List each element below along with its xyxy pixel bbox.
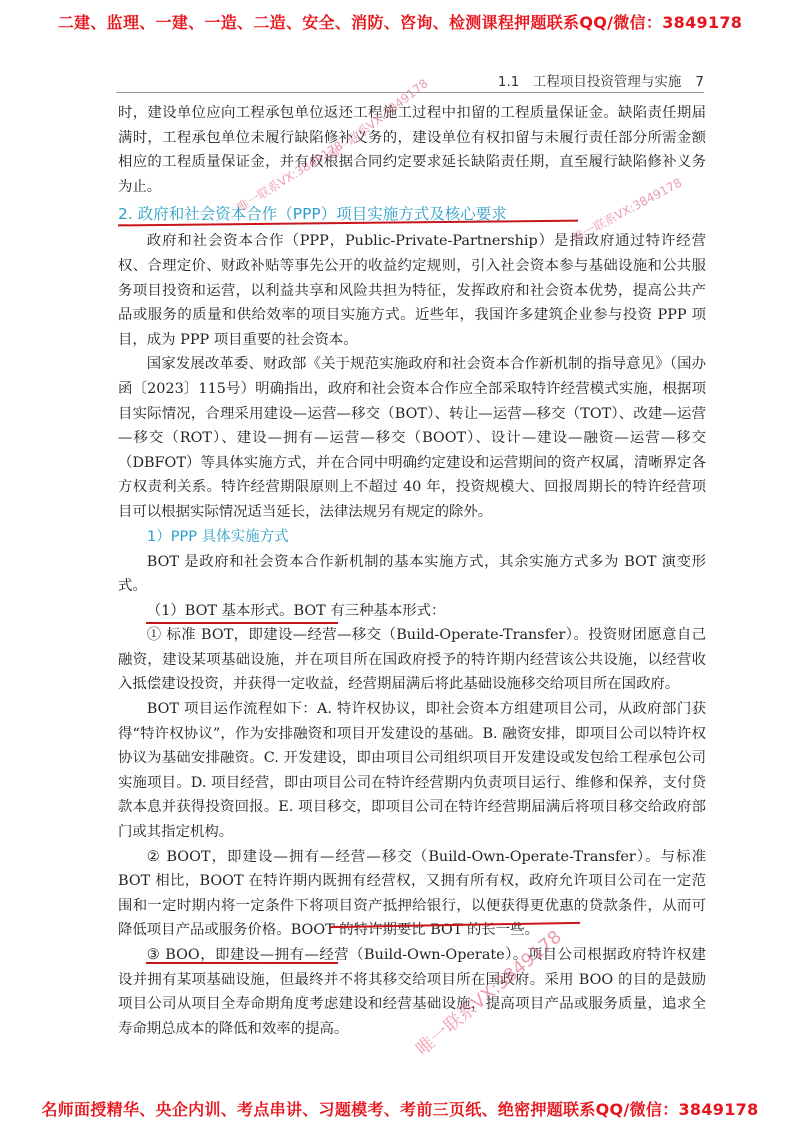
bottom-contact-banner: 名师面授精华、央企内训、考点串讲、习题模考、考前三页纸、绝密押题联系QQ/微信：3849178 xyxy=(41,1100,759,1119)
bot-process-paragraph: BOT 项目运作流程如下：A. 特许权协议，即社会资本方组建项目公司，从政府部门获得“特许权协议”，作为安排融资和项目开发建设的基础。B. 融资安排，即项目公司以特许权协议为基础安排融资。C. 开发建设，即由项目公司组织项目开发建设或发包给工程承包公司实施项目。D. 项目经营，即由项目公司在特许经营期内负责项目运行、维修和保养，支付贷款本息并获得投资回报。E. 项目移交，即项目公司在特许经营期届满后将项目移交给政府部门或其指定机构。 xyxy=(118,701,706,841)
top-contact-banner: 二建、监理、一建、一造、二造、安全、消防、咨询、检测课程押题联系QQ/微信：3849178 xyxy=(57,13,743,32)
watermark-1: 唯一联系VX:3849178 xyxy=(325,76,431,163)
boot-paragraph: ② BOOT，即建设—拥有—经营—移交（Build-Own-Operate-Transfer）。与标准 BOT 相比，BOOT 在特许期内既拥有经营权，又拥有所有权，政府允许项目公司在一定范围和一定时期内将一定条件下将项目资产抵押给银行，以便获得更优惠的贷款条件，从而可降低项目产品或服务价格。BOOT 的特许期要比 BOT 的长一些。 xyxy=(118,848,706,939)
bot-basic-paragraph: BOT 是政府和社会资本合作新机制的基本实施方式，其余实施方式多为 BOT 演变形式。 xyxy=(118,553,706,595)
section-title: 2. 政府和社会资本合作（PPP）项目实施方式及核心要求 xyxy=(118,205,507,224)
header-divider xyxy=(116,92,704,93)
running-header xyxy=(498,70,704,90)
watermark-4: 唯一联系VX:3849178 xyxy=(412,926,566,1061)
boo-paragraph: ③ BOO，即建设—拥有—经营（Build-Own-Operate）。项目公司根据政府特许权建设并拥有某项基础设施，但最终并不将其移交给项目所在国政府。采用 BOO 的目的是鼓励项目公司从项目全寿命期角度考虑建设和经营基础设施，提高项目产品或服务质量，追求全寿命期总成本的降低和效率的提高。 xyxy=(118,947,706,1037)
ppp-definition-paragraph: 政府和社会资本合作（PPP，Public-Private-Partnership）是指政府通过特许经营权、合理定价、财政补贴等事先公开的收益约定规则，引入社会资本参与基础设施和公共服务项目投资和运营，以利益共享和风险共担为特征，发挥政府和社会资本优势，提高公共产品或服务的质量和供给效率的项目实施方式。近些年，我国许多建筑企业参与投资 PPP 项目，成为 PPP 项目重要的社会资本。 xyxy=(118,233,706,348)
page-number: 7 xyxy=(695,74,704,90)
policy-paragraph: 国家发展改革委、财政部《关于规范实施政府和社会资本合作新机制的指导意见》（国办函〔2023〕115号）明确指出，政府和社会资本合作应全部采取特许经营模式实施，根据项目实际情况，合理采用建设—运营—移交（BOT）、转让—运营—移交（TOT）、改建—运营—移交（ROT）、建设—拥有—运营—移交（BOOT）、设计—建设—融资—运营—移交（DBFOT）等具体实施方式，并在合同中明确约定建设和运营期间的资产权属，清晰界定各方权责利关系。特许经营期限原则上不超过 40 年，投资规模大、回报周期长的特许经营项目可以根据实际情况适当延长，法律法规另有规定的除外。 xyxy=(118,356,706,520)
watermark-3: 唯一联系VX:3849178 xyxy=(569,175,685,246)
subsection-title: 1）PPP 具体实施方式 xyxy=(147,528,289,545)
watermark-2: 唯一联系VX:3849178 xyxy=(234,138,346,215)
page-body xyxy=(118,101,706,1041)
header-section-title: 1.1 工程项目投资管理与实施 xyxy=(497,74,682,90)
bot-forms-paragraph: （1）BOT 基本形式。BOT 有三种基本形式： xyxy=(146,602,446,619)
standard-bot-paragraph: ① 标准 BOT，即建设—经营—移交（Build-Operate-Transfer）。投资财团愿意自己融资，建设某项基础设施，并在项目所在国政府授予的特许期内经营该公共设施，以经营收入抵偿建设投资，并获得一定收益，经营期届满后将此基础设施移交给项目所在国政府。 xyxy=(118,627,706,693)
intro-paragraph: 时，建设单位应向工程承包单位返还工程施工过程中扣留的工程质量保证金。缺陷责任期届满时，工程承包单位未履行缺陷修补义务的，建设单位有权扣留与未履行责任部分所需金额相应的工程质量保证金，并有权根据合同约定要求延长缺陷责任期，直至履行缺陷修补义务为止。 xyxy=(118,105,706,195)
